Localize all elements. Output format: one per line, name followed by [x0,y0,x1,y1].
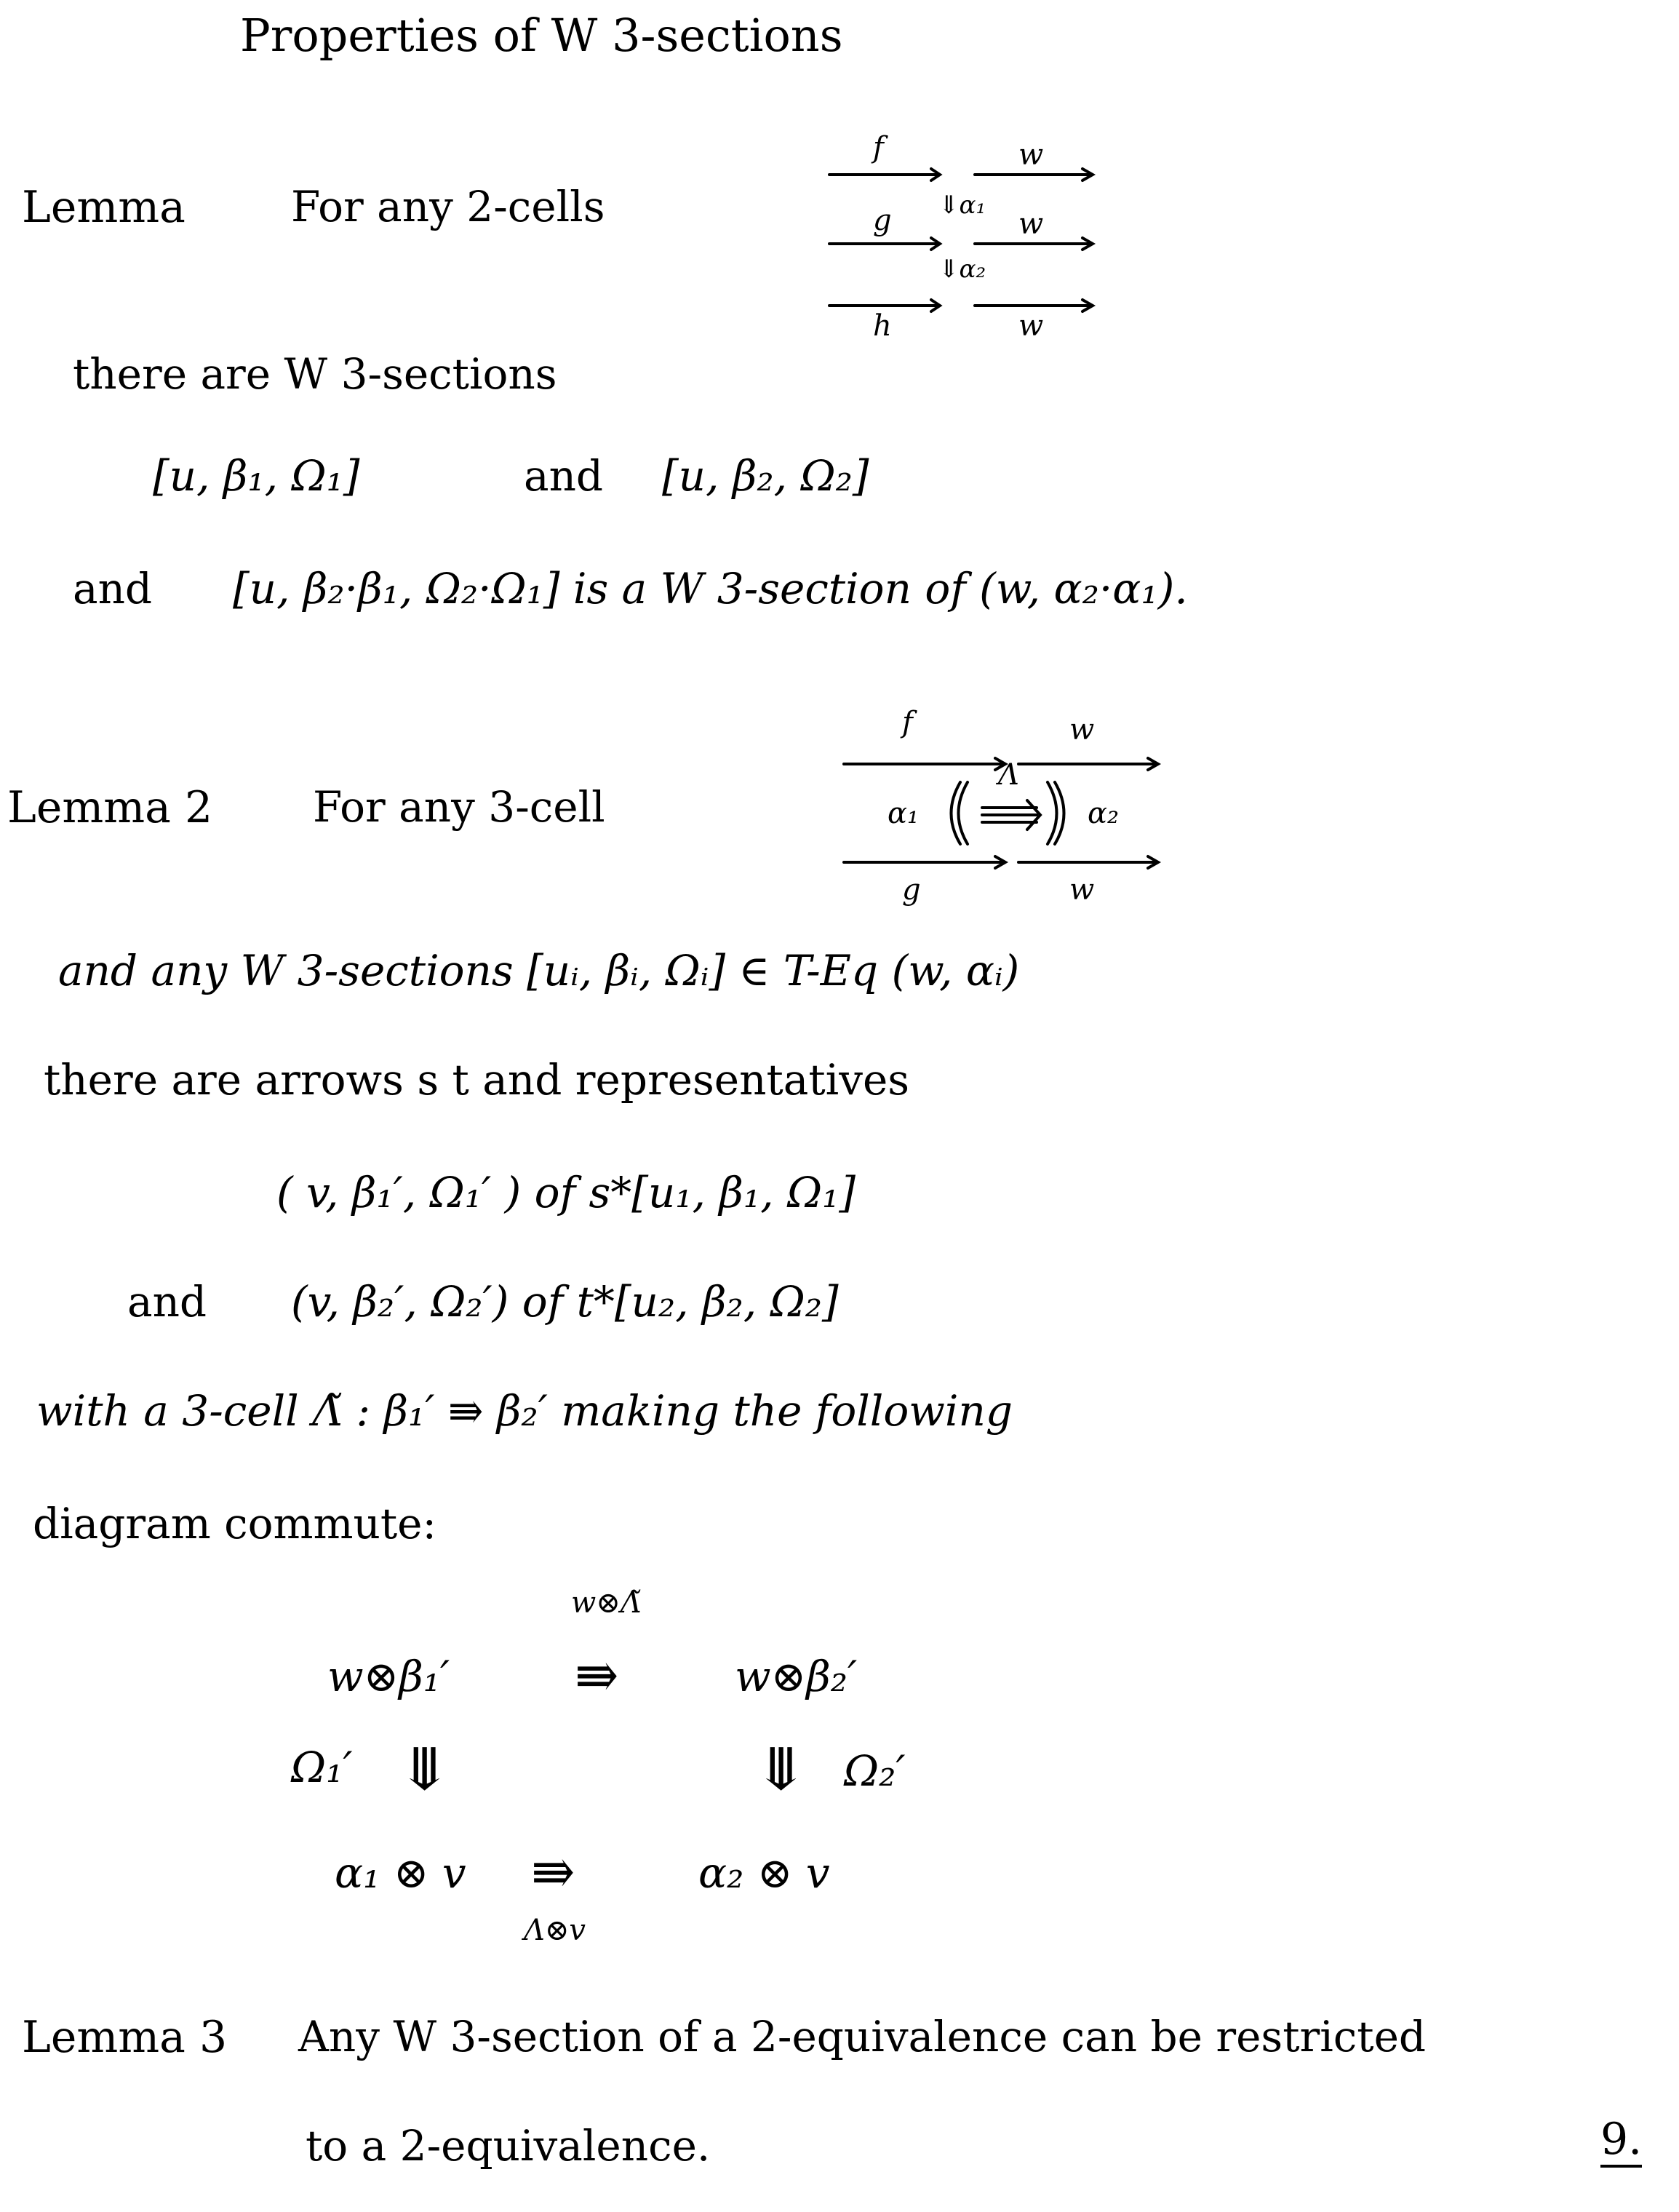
lemma1-intro: For any 2-cells [291,182,605,231]
l2-diagram-g: g [902,873,921,907]
square-bottom-arrow: ⇛ [531,1841,575,1902]
lemma3-label: Lemma 3 [22,2012,228,2063]
lemma1-sections: [u, β₁, Ω₁] [153,451,360,501]
diagram-g: g [873,204,892,237]
diagram-alpha1: ⇓α₁ [938,191,986,220]
l2-diagram-f: f [902,706,913,739]
lemma2-diagram [837,699,1171,924]
page-title: Properties of W 3-sections [240,9,843,62]
lemma2-diagram-arrows [837,699,1171,924]
square-right-arrow: ⤋ [757,1735,806,1803]
lemma2-line5: with a 3-cell Λ̃ : β₁′ ⇛ β₂′ making the following [36,1386,1013,1436]
lemma2-line3: ( v, β₁′, Ω₁′ ) of s*[u₁, β₁, Ω₁] [276,1168,856,1217]
l2-diagram-w-bottom: w [1069,873,1095,907]
lemma1-diagram [829,124,1106,342]
diagram-w2: w [1018,207,1044,241]
l2-diagram-alpha1: α₁ [888,797,920,830]
lemma2-line4: (v, β₂′, Ω₂′) of t*[u₂, β₂, Ω₂] [291,1277,839,1326]
square-top-right: w⊗β₂′ [735,1652,858,1701]
square-top-arrow: ⇛ [575,1644,619,1706]
lemma1-line1: there are W 3-sections [73,349,557,399]
square-bottom-left: α₁ ⊗ v [335,1848,466,1898]
commutative-square [291,1586,946,1965]
square-bottom-right: α₂ ⊗ v [698,1848,830,1898]
lemma1-line3-and: and [73,564,153,613]
lemma1-diagram-arrows [829,124,1106,342]
diagram-alpha2: ⇓α₂ [938,255,986,284]
lemma1-label: Lemma [22,182,186,233]
diagram-f: f [873,131,884,164]
l2-diagram-alpha2: α₂ [1088,797,1120,830]
lemma2-line4-and: and [127,1277,207,1326]
lemma1-composite: [u, β₂·β₁, Ω₂·Ω₁] is a W 3-section of (w, α₂·α₁). [233,564,1188,613]
lemma2-line2: there are arrows s t and representatives [44,1055,910,1105]
lemma2-intro: For any 3-cell [313,782,605,832]
square-left-arrow: ⤋ [400,1735,450,1803]
square-left-label: Ω₁′ [291,1743,353,1792]
lemma2-label: Lemma 2 [7,782,213,833]
diagram-h: h [873,309,892,343]
lemma1-and: and [524,451,604,501]
diagram-w3: w [1018,309,1044,343]
square-right-label: Ω₂′ [844,1746,906,1796]
lemma1-sections2: [u, β₂, Ω₂] [662,451,869,501]
square-top-label: w⊗Λ̃ [571,1586,642,1620]
lemma2-line1: and any W 3-sections [uᵢ, βᵢ, Ωᵢ] ∈ T-Eq (w, αᵢ) [58,946,1020,995]
diagram-w1: w [1018,138,1044,172]
lemma2-line6: diagram commute: [33,1499,437,1548]
lemma3-line1: Any W 3-section of a 2-equivalence can be restricted [298,2012,1427,2061]
square-top-left: w⊗β₁′ [327,1652,450,1701]
l2-diagram-w-top: w [1069,713,1095,747]
l2-diagram-lambda: Λ [998,758,1019,792]
square-bottom-label: Λ⊗v [524,1914,586,1947]
lemma3-line2: to a 2-equivalence. [306,2121,711,2171]
page-number: 9. [1600,2114,1642,2168]
